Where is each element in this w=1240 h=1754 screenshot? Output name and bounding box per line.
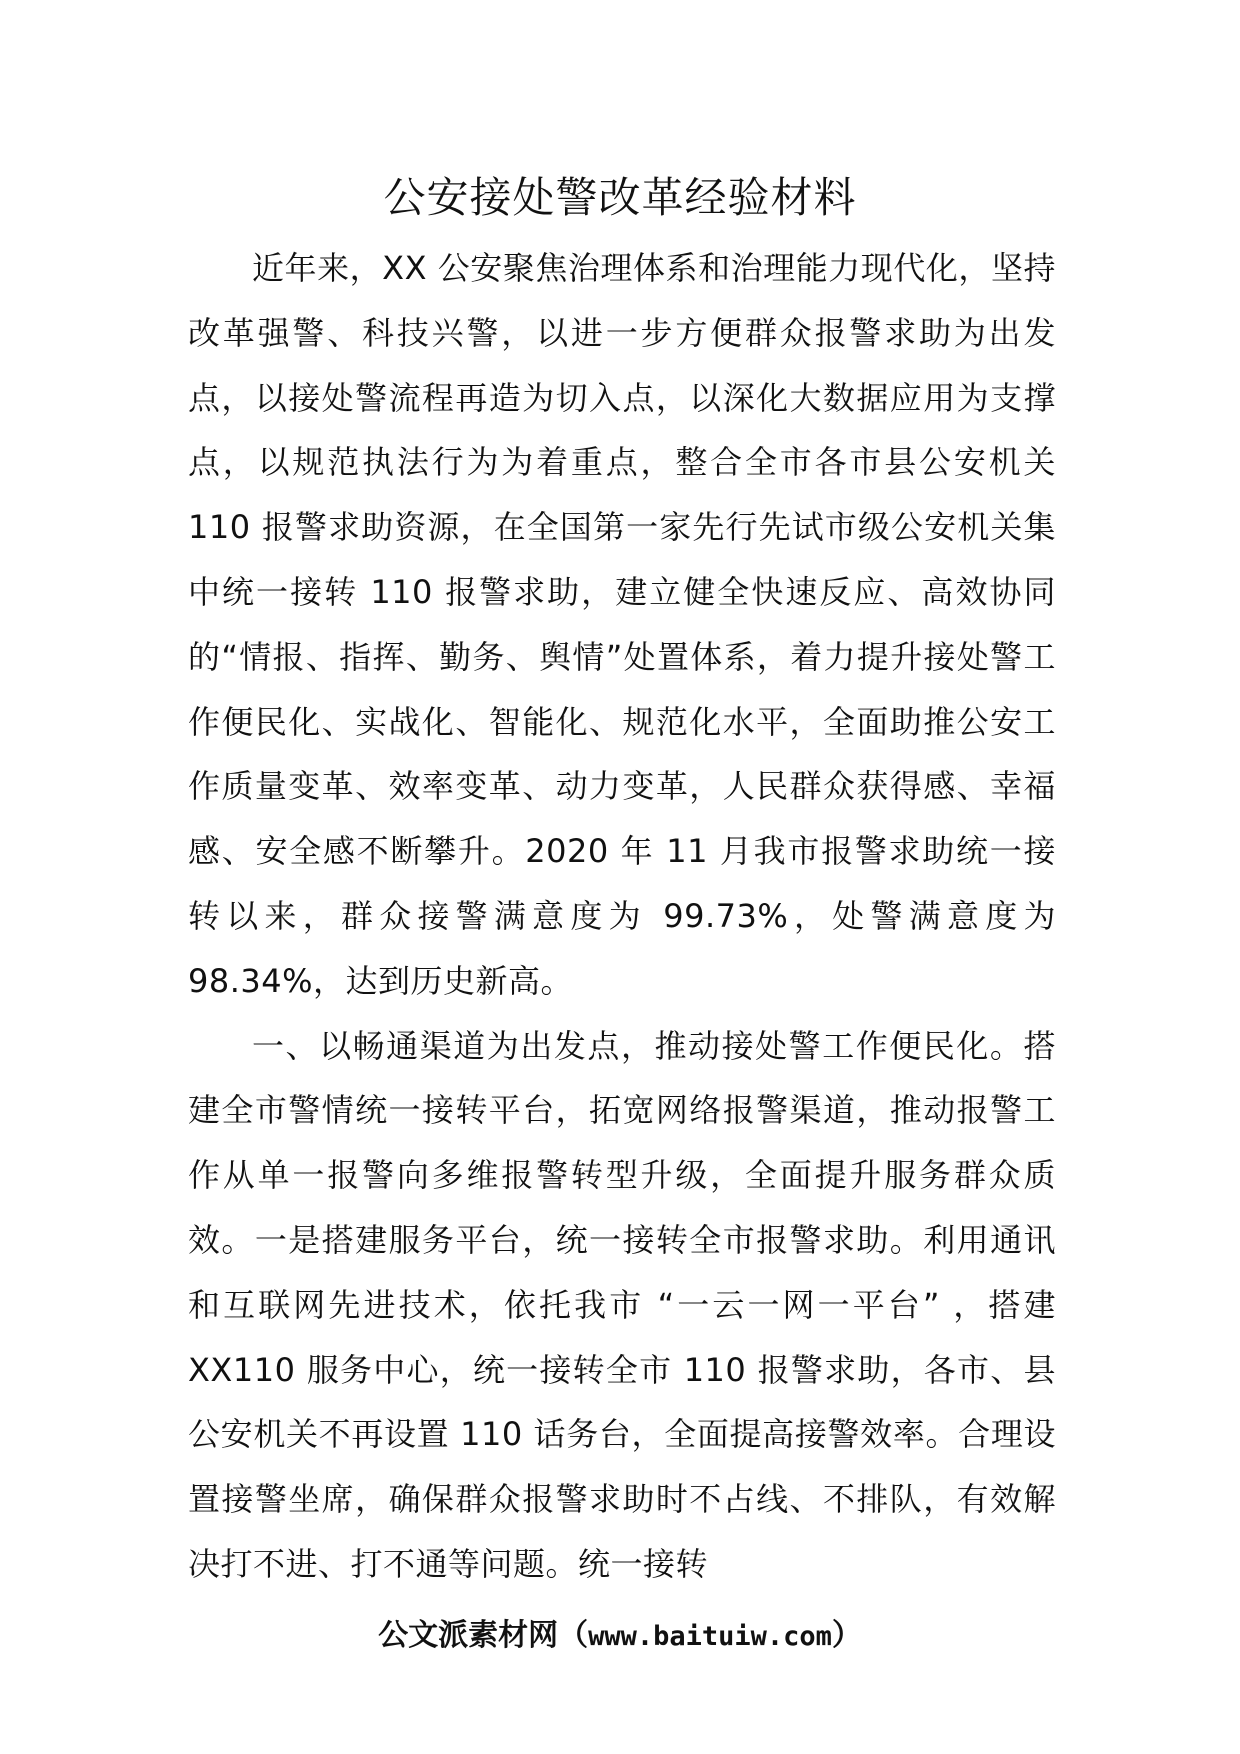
footer-open-paren: （	[558, 1618, 589, 1653]
footer-site-name: 公文派素材网	[378, 1618, 559, 1653]
section-one-heading: 一、以畅通渠道为出发点，推动接处警工作便民化。	[252, 1026, 1024, 1065]
footer-url: www.baituiw.com	[588, 1621, 832, 1652]
section-one-text: 搭建全市警情统一接转平台，拓宽网络报警渠道，推动报警工作从单一报警向多维报警转型升级，全面提升服务群众质效。一是搭建服务平台，统一接转全市报警求助。利用通讯和互联网先进技术，依托我市 “一云一网一平台” ，搭建 XX110 服务中心，统一接转全市 110 报警求助，各市、县公安机关不再设置 110 话务台，全面提高接警效率。合理设置接警坐席，确保群众报警求助时不占线、不排队，有效解决打不进、打不通等问题。统一接转	[188, 1026, 1056, 1583]
document-title: 公安接处警改革经验材料	[383, 173, 857, 222]
footer-watermark	[0, 1616, 1240, 1657]
footer-close-paren: ）	[831, 1618, 862, 1653]
document-body	[188, 236, 1056, 1597]
intro-paragraph: 近年来，XX 公安聚焦治理体系和治理能力现代化，坚持改革强警、科技兴警，以进一步方便群众报警求助为出发点，以接处警流程再造为切入点，以深化大数据应用为支撑点，以规范执法行为为着重点，整合全市各市县公安机关 110 报警求助资源，在全国第一家先行先试市级公安机关集中统一接转 110 报警求助，建立健全快速反应、高效协同的“情报、指挥、勤务、舆情”处置体系，着力提升接处警工作便民化、实战化、智能化、规范化水平，全面助推公安工作质量变革、效率变革、动力变革，人民群众获得感、幸福感、安全感不断攀升。2020 年 11 月我市报警求助统一接转以来，群众接警满意度为 99.73%，处警满意度为 98.34%，达到历史新高。	[188, 249, 1056, 1000]
section-one-paragraph	[188, 1014, 1056, 1597]
